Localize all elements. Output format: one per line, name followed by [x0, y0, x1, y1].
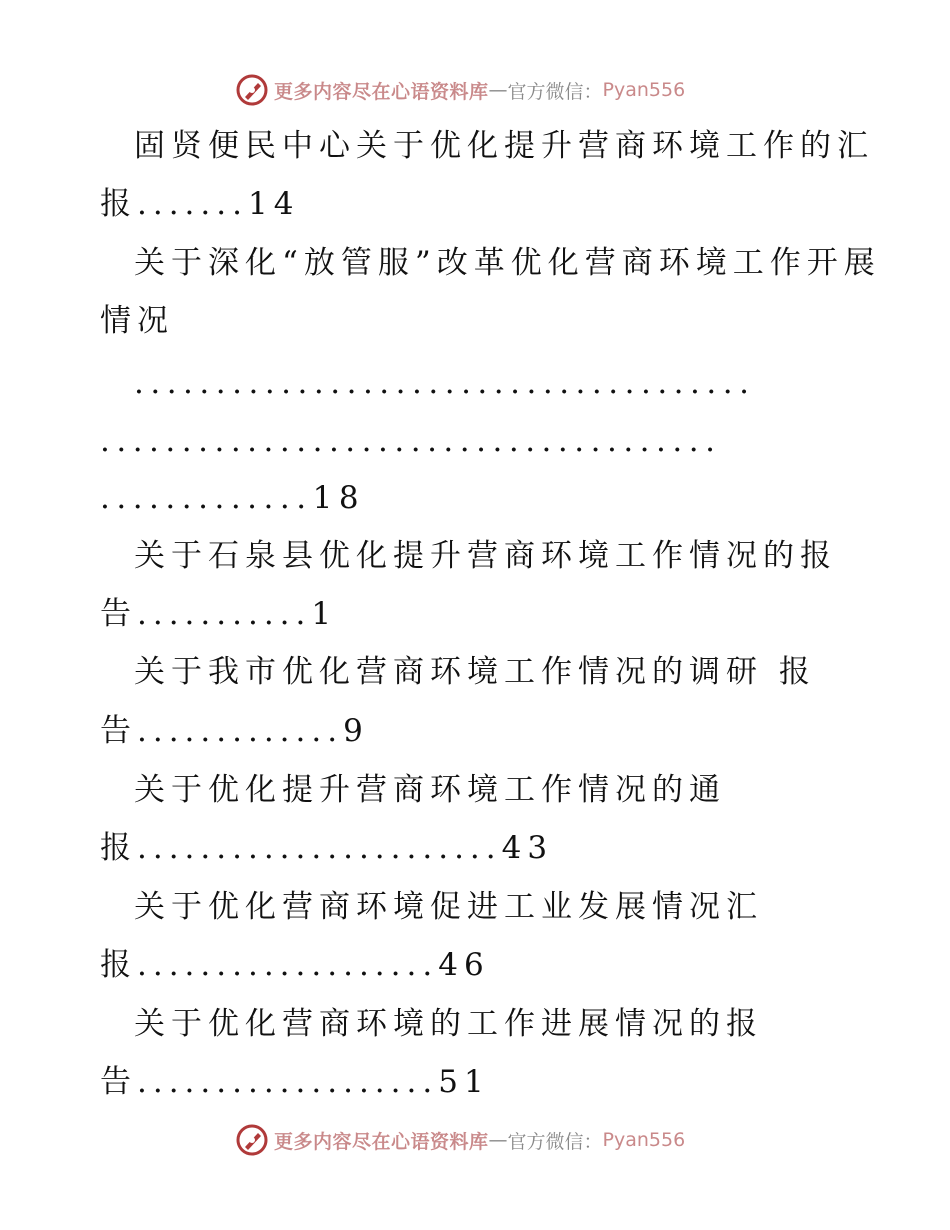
toc-entry-title: 关于优化提升营商环境工作情况的通 [134, 772, 726, 808]
footer-banner [236, 1120, 685, 1160]
toc-entry-cont: 情况 [100, 303, 174, 339]
wechat-label: 官方微信： [507, 80, 603, 103]
banner-text: 更多内容尽在心语资料库 [274, 80, 489, 103]
banner-text: 更多内容尽在心语资料库 [274, 1130, 489, 1153]
toc-entry-title: 固贤便民中心关于优化提升营商环境工作的汇 [134, 128, 874, 164]
toc-entry-title: 关于优化营商环境促进工业发展情况汇 [134, 889, 763, 925]
toc-entry-page: 报...................46 [100, 947, 490, 983]
pen-logo-icon [236, 74, 268, 106]
toc-entry-page: 报.......................43 [100, 830, 554, 866]
pen-logo-icon [236, 1124, 268, 1156]
toc-entry-page: .............18 [100, 480, 366, 516]
toc-dot-leader: ...................................... [100, 423, 722, 459]
banner-separator: — [488, 1129, 508, 1151]
banner-separator: — [488, 79, 508, 101]
toc-entry-page: 报.......14 [100, 186, 300, 222]
wechat-label: 官方微信： [507, 1130, 603, 1153]
wechat-id: Pyan556 [602, 1129, 686, 1151]
toc-entry-page: 告...................51 [100, 1064, 490, 1100]
toc-entry-title: 关于我市优化营商环境工作情况的调研 报 [134, 654, 816, 690]
toc-entry-title: 关于优化营商环境的工作进展情况的报 [134, 1006, 763, 1042]
toc-entry-title: 关于深化“放管服”改革优化营商环境工作开展 [134, 245, 881, 281]
wechat-id: Pyan556 [602, 79, 686, 101]
toc-entry-page: 告.............9 [100, 713, 369, 749]
toc-entry-page: 告...........1 [100, 596, 338, 632]
toc-entry-title: 关于石泉县优化提升营商环境工作情况的报 [134, 538, 837, 574]
toc-dot-leader: ...................................... [134, 365, 756, 401]
header-banner [236, 70, 685, 110]
